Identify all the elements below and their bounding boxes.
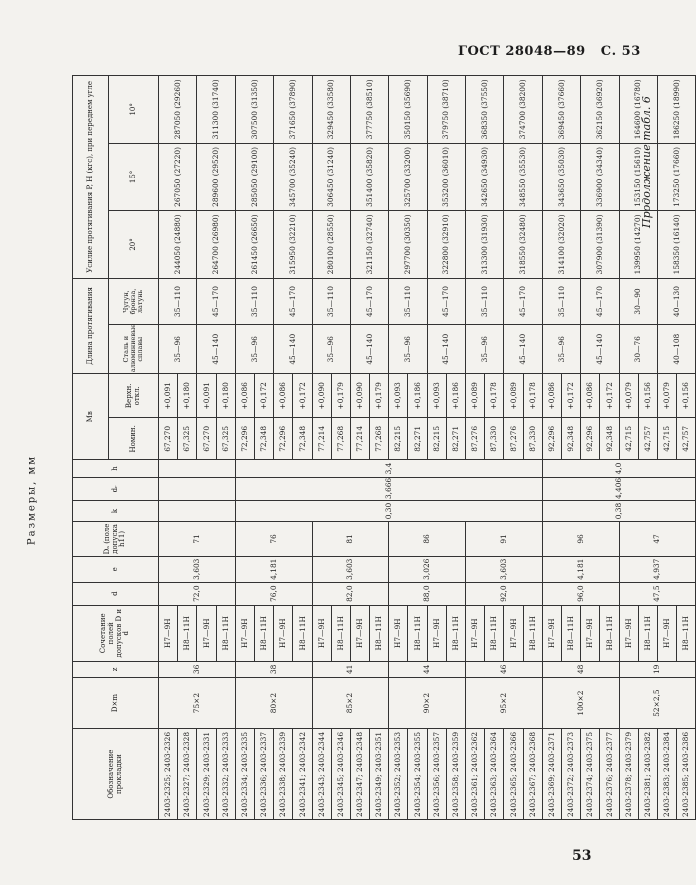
mv-dev-cell: +0,093 (389, 374, 408, 418)
force-20-cell: 318550 (32480) (504, 211, 542, 279)
fit-cell: H8—11H (370, 605, 389, 661)
force-15-cell: 342650 (34930) (466, 143, 504, 211)
d-cell: 82,0 (312, 582, 389, 605)
fit-cell: H8—11H (331, 605, 350, 661)
dr-cell (159, 477, 236, 500)
document-header (458, 44, 641, 59)
designation-cell: 2403-2325; 2403-2326 (159, 729, 178, 820)
length-iron-cell: 35—110 (466, 278, 504, 325)
mv-nom-cell: 87,276 (466, 418, 485, 460)
designation-cell: 2403-2374; 2403-2375 (581, 729, 600, 820)
fit-cell: H8—11H (293, 605, 312, 661)
e-cell: 3,026 (389, 556, 466, 582)
force-15-cell: 345700 (35240) (274, 143, 312, 211)
fit-cell: H8—11H (600, 605, 619, 661)
designation-cell: 2403-2376; 2403-2377 (600, 729, 619, 820)
d-cell: 72,0 (159, 582, 236, 605)
mv-nom-cell: 77,214 (350, 418, 369, 460)
designation-cell: 2403-2378; 2403-2379 (619, 729, 638, 820)
mv-nom-cell: 77,268 (370, 418, 389, 460)
force-20-cell: 321150 (32740) (350, 211, 388, 279)
mv-nom-cell: 67,270 (197, 418, 216, 460)
mv-dev-cell: +0,086 (235, 374, 254, 418)
header-k: k (73, 501, 159, 522)
force-15-cell: 351400 (35820) (350, 143, 388, 211)
mv-nom-cell: 77,214 (312, 418, 331, 460)
d-cell: 76,0 (235, 582, 312, 605)
header-length: Длина протягивания (73, 278, 109, 373)
designation-cell: 2403-2334; 2403-2335 (235, 729, 254, 820)
designation-cell: 2403-2329; 2403-2331 (197, 729, 216, 820)
fit-cell: H8—11H (638, 605, 657, 661)
mv-dev-cell: +0,186 (408, 374, 427, 418)
mv-dev-cell: +0,091 (159, 374, 178, 418)
force-10-cell: 369450 (37660) (542, 76, 580, 144)
header-mv-nom: Номин. (109, 418, 159, 460)
mv-nom-cell: 67,325 (216, 418, 235, 460)
length-iron-cell: 45—170 (274, 278, 312, 325)
length-iron-cell: 45—170 (581, 278, 619, 325)
header-angle-20: 20° (109, 211, 159, 279)
fit-cell: H7—9H (389, 605, 408, 661)
designation-cell: 2403-2369; 2403-2371 (542, 729, 561, 820)
fit-cell: H8—11H (446, 605, 465, 661)
length-steel-cell: 35—96 (159, 325, 197, 374)
mv-nom-cell: 42,715 (657, 418, 676, 460)
header-angle-15: 15° (109, 143, 159, 211)
header-mv: Mв (73, 374, 109, 460)
da-cell: 81 (312, 522, 389, 557)
table-row (542, 76, 561, 820)
k-cell: 0,30 (235, 501, 542, 522)
fit-cell: H8—11H (523, 605, 542, 661)
force-20-cell: 315950 (32210) (274, 211, 312, 279)
force-20-cell: 264700 (26980) (197, 211, 235, 279)
mv-dev-cell: +0,089 (504, 374, 523, 418)
length-steel-cell: 45—140 (274, 325, 312, 374)
da-cell: 47 (619, 522, 696, 557)
force-15-cell: 353200 (36010) (427, 143, 465, 211)
table-row (389, 76, 408, 820)
mv-dev-cell: +0,180 (178, 374, 197, 418)
length-iron-cell: 35—110 (159, 278, 197, 325)
force-15-cell: 348550 (35530) (504, 143, 542, 211)
designation-cell: 2403-2385; 2403-2386 (677, 729, 696, 820)
z-cell: 46 (466, 661, 543, 677)
header-force: Усилие протягивания P, Н (кгс), при переднем угле (73, 76, 109, 279)
designation-cell: 2403-2347; 2403-2348 (350, 729, 369, 820)
mv-nom-cell: 72,348 (293, 418, 312, 460)
mv-nom-cell: 87,330 (485, 418, 504, 460)
length-iron-cell: 45—170 (350, 278, 388, 325)
fit-cell: H7—9H (197, 605, 216, 661)
continuation-label: Продолжение табл. 6 (640, 96, 653, 228)
mv-dev-cell: +0,156 (638, 374, 657, 418)
mv-dev-cell: +0,079 (619, 374, 638, 418)
z-cell: 19 (619, 661, 696, 677)
mv-nom-cell: 82,271 (408, 418, 427, 460)
force-20-cell: 313300 (31930) (466, 211, 504, 279)
mv-nom-cell: 42,715 (619, 418, 638, 460)
header-e: e (73, 556, 159, 582)
header-da: Dₐ (поле допуска h11) (73, 522, 159, 557)
header-z: z (73, 661, 159, 677)
fit-cell: H7—9H (504, 605, 523, 661)
length-steel-cell: 35—96 (312, 325, 350, 374)
table-body (159, 76, 696, 820)
z-cell: 44 (389, 661, 466, 677)
mv-nom-cell: 92,348 (600, 418, 619, 460)
mv-dev-cell: +0,089 (466, 374, 485, 418)
fit-cell: H8—11H (677, 605, 696, 661)
length-iron-cell: 35—110 (235, 278, 273, 325)
mv-nom-cell: 67,270 (159, 418, 178, 460)
force-15-cell: 153150 (15610) (619, 143, 657, 211)
mv-dev-cell: +0,156 (677, 374, 696, 418)
dxm-cell: 85×2 (312, 677, 389, 728)
designation-cell: 2403-2341; 2403-2342 (293, 729, 312, 820)
designation-cell: 2403-2349; 2403-2351 (370, 729, 389, 820)
length-steel-cell: 45—140 (504, 325, 542, 374)
length-iron-cell: 35—110 (542, 278, 580, 325)
header-dr: dᵣ (73, 477, 159, 500)
page-number: 53 (572, 848, 592, 864)
dxm-cell: 52×2,5 (619, 677, 696, 728)
length-iron-cell: 35—110 (389, 278, 427, 325)
designation-cell: 2403-2383; 2403-2384 (657, 729, 676, 820)
dr-cell: 3,666 (235, 477, 542, 500)
dr-cell: 4,406 (542, 477, 696, 500)
k-cell (159, 501, 236, 522)
force-15-cell: 336900 (34340) (581, 143, 619, 211)
force-10-cell: 186250 (18990) (657, 76, 695, 144)
force-20-cell: 280100 (28550) (312, 211, 350, 279)
designation-cell: 2403-2372; 2403-2373 (561, 729, 580, 820)
length-steel-cell: 35—96 (466, 325, 504, 374)
mv-nom-cell: 67,325 (178, 418, 197, 460)
designation-cell: 2403-2345; 2403-2346 (331, 729, 350, 820)
mv-nom-cell: 82,215 (427, 418, 446, 460)
h-cell: 3,4 (235, 460, 542, 477)
force-15-cell: 343650 (35030) (542, 143, 580, 211)
force-20-cell: 314100 (32020) (542, 211, 580, 279)
force-10-cell: 377750 (38510) (350, 76, 388, 144)
force-10-cell: 307500 (31350) (235, 76, 273, 144)
mv-dev-cell: +0,086 (581, 374, 600, 418)
mv-nom-cell: 82,215 (389, 418, 408, 460)
mv-dev-cell: +0,179 (370, 374, 389, 418)
fit-cell: H7—9H (542, 605, 561, 661)
header-mv-dev: Верхн. откл. (109, 374, 159, 418)
table-row (312, 76, 331, 820)
mv-dev-cell: +0,079 (657, 374, 676, 418)
force-10-cell: 371650 (37890) (274, 76, 312, 144)
mv-nom-cell: 72,348 (254, 418, 273, 460)
force-20-cell: 244050 (24880) (159, 211, 197, 279)
fit-cell: H7—9H (427, 605, 446, 661)
h-cell (159, 460, 236, 477)
da-cell: 76 (235, 522, 312, 557)
e-cell: 4,181 (235, 556, 312, 582)
mv-dev-cell: +0,093 (427, 374, 446, 418)
section-title-wrap (24, 440, 40, 560)
fit-cell: H7—9H (581, 605, 600, 661)
fit-cell: H8—11H (178, 605, 197, 661)
force-15-cell: 285050 (29100) (235, 143, 273, 211)
k-cell: 0,38 (542, 501, 696, 522)
mv-nom-cell: 42,757 (638, 418, 657, 460)
force-10-cell: 374700 (38200) (504, 76, 542, 144)
fit-cell: H8—11H (254, 605, 273, 661)
length-steel-cell: 35—96 (389, 325, 427, 374)
e-cell: 4,937 (619, 556, 696, 582)
length-iron-cell: 30—90 (619, 278, 657, 325)
mv-nom-cell: 92,296 (581, 418, 600, 460)
mv-nom-cell: 87,330 (523, 418, 542, 460)
fit-cell: H7—9H (312, 605, 331, 661)
force-10-cell: 164600 (16780) (619, 76, 657, 144)
designation-cell: 2403-2381; 2403-2382 (638, 729, 657, 820)
da-cell: 86 (389, 522, 466, 557)
fit-cell: H8—11H (216, 605, 235, 661)
table-row (619, 76, 638, 820)
fit-cell: H8—11H (561, 605, 580, 661)
page-ref: С. 53 (600, 44, 641, 59)
force-10-cell: 379750 (38710) (427, 76, 465, 144)
length-steel-cell: 45—140 (581, 325, 619, 374)
mv-dev-cell: +0,186 (446, 374, 465, 418)
spec-table (72, 75, 696, 820)
h-cell: 4,0 (542, 460, 696, 477)
fit-cell: H7—9H (235, 605, 254, 661)
header-length-iron: Чугун, бронза, латунь (109, 278, 159, 325)
length-steel-cell: 40—108 (657, 325, 695, 374)
mv-nom-cell: 72,296 (235, 418, 254, 460)
length-steel-cell: 45—140 (427, 325, 465, 374)
force-10-cell: 311300 (31740) (197, 76, 235, 144)
force-15-cell: 289600 (29520) (197, 143, 235, 211)
mv-dev-cell: +0,178 (523, 374, 542, 418)
header-dxm: D×m (73, 677, 159, 728)
mv-dev-cell: +0,180 (216, 374, 235, 418)
designation-cell: 2403-2332; 2403-2333 (216, 729, 235, 820)
mv-dev-cell: +0,179 (331, 374, 350, 418)
force-20-cell: 322800 (32910) (427, 211, 465, 279)
mv-dev-cell: +0,172 (293, 374, 312, 418)
mv-dev-cell: +0,172 (561, 374, 580, 418)
d-cell: 88,0 (389, 582, 466, 605)
mv-dev-cell: +0,086 (542, 374, 561, 418)
length-steel-cell: 35—96 (235, 325, 273, 374)
force-20-cell: 261450 (26650) (235, 211, 273, 279)
table-row (466, 76, 485, 820)
force-10-cell: 362150 (36920) (581, 76, 619, 144)
dxm-cell: 80×2 (235, 677, 312, 728)
fit-cell: H7—9H (159, 605, 178, 661)
designation-cell: 2403-2352; 2403-2353 (389, 729, 408, 820)
fit-cell: H8—11H (408, 605, 427, 661)
force-15-cell: 325700 (33200) (389, 143, 427, 211)
table-row (159, 76, 178, 820)
d-cell: 92,0 (466, 582, 543, 605)
mv-nom-cell: 77,268 (331, 418, 350, 460)
mv-nom-cell: 92,296 (542, 418, 561, 460)
designation-cell: 2403-2354; 2403-2355 (408, 729, 427, 820)
mv-nom-cell: 87,276 (504, 418, 523, 460)
mv-nom-cell: 42,757 (677, 418, 696, 460)
z-cell: 38 (235, 661, 312, 677)
force-10-cell: 368350 (37550) (466, 76, 504, 144)
force-10-cell: 287050 (29260) (159, 76, 197, 144)
header-d: d (73, 582, 159, 605)
header-h: h (73, 460, 159, 477)
header-fit: Сочетание полей допусков D и d (73, 605, 159, 661)
mv-dev-cell: +0,172 (254, 374, 273, 418)
designation-cell: 2403-2365; 2403-2366 (504, 729, 523, 820)
designation-cell: 2403-2327; 2403-2328 (178, 729, 197, 820)
mv-dev-cell: +0,090 (312, 374, 331, 418)
mv-dev-cell: +0,172 (600, 374, 619, 418)
fit-cell: H7—9H (274, 605, 293, 661)
e-cell: 3,603 (312, 556, 389, 582)
standard-code: ГОСТ 28048—89 (458, 44, 586, 59)
fit-cell: H7—9H (466, 605, 485, 661)
d-cell: 47,5 (619, 582, 696, 605)
length-steel-cell: 45—140 (350, 325, 388, 374)
z-cell: 48 (542, 661, 619, 677)
header-angle-10: 10° (109, 76, 159, 144)
da-cell: 71 (159, 522, 236, 557)
designation-cell: 2403-2367; 2403-2368 (523, 729, 542, 820)
fit-cell: H7—9H (657, 605, 676, 661)
dxm-cell: 100×2 (542, 677, 619, 728)
da-cell: 96 (542, 522, 619, 557)
designation-cell: 2403-2361; 2403-2362 (466, 729, 485, 820)
table-row (235, 76, 254, 820)
length-iron-cell: 40—130 (657, 278, 695, 325)
length-iron-cell: 45—170 (504, 278, 542, 325)
section-title: Размеры, мм (26, 454, 38, 546)
force-20-cell: 139950 (14270) (619, 211, 657, 279)
force-15-cell: 173250 (17660) (657, 143, 695, 211)
length-iron-cell: 35—110 (312, 278, 350, 325)
force-10-cell: 350150 (35690) (389, 76, 427, 144)
length-steel-cell: 30—76 (619, 325, 657, 374)
designation-cell: 2403-2343; 2403-2344 (312, 729, 331, 820)
dxm-cell: 75×2 (159, 677, 236, 728)
designation-cell: 2403-2336; 2403-2337 (254, 729, 273, 820)
mv-dev-cell: +0,090 (350, 374, 369, 418)
e-cell: 4,181 (542, 556, 619, 582)
designation-cell: 2403-2338; 2403-2339 (274, 729, 293, 820)
mv-dev-cell: +0,178 (485, 374, 504, 418)
mv-dev-cell: +0,091 (197, 374, 216, 418)
fit-cell: H7—9H (619, 605, 638, 661)
dxm-cell: 95×2 (466, 677, 543, 728)
z-cell: 41 (312, 661, 389, 677)
e-cell: 3,603 (466, 556, 543, 582)
length-iron-cell: 45—170 (197, 278, 235, 325)
e-cell: 3,603 (159, 556, 236, 582)
force-20-cell: 297700 (30350) (389, 211, 427, 279)
mv-dev-cell: +0,086 (274, 374, 293, 418)
length-steel-cell: 45—140 (197, 325, 235, 374)
designation-cell: 2403-2358; 2403-2359 (446, 729, 465, 820)
length-steel-cell: 35—96 (542, 325, 580, 374)
header-length-steel: Сталь и алюминиевые сплавы (109, 325, 159, 374)
force-15-cell: 306450 (31240) (312, 143, 350, 211)
force-10-cell: 329450 (33580) (312, 76, 350, 144)
mv-nom-cell: 82,271 (446, 418, 465, 460)
dxm-cell: 90×2 (389, 677, 466, 728)
designation-cell: 2403-2356; 2403-2357 (427, 729, 446, 820)
mv-nom-cell: 72,296 (274, 418, 293, 460)
designation-cell: 2403-2363; 2403-2364 (485, 729, 504, 820)
force-20-cell: 158350 (16140) (657, 211, 695, 279)
fit-cell: H7—9H (350, 605, 369, 661)
da-cell: 91 (466, 522, 543, 557)
force-15-cell: 267050 (27220) (159, 143, 197, 211)
d-cell: 96,0 (542, 582, 619, 605)
mv-nom-cell: 92,348 (561, 418, 580, 460)
force-20-cell: 307900 (31390) (581, 211, 619, 279)
header-designation: Обозначение прокладки (73, 729, 159, 820)
length-iron-cell: 45—170 (427, 278, 465, 325)
z-cell: 36 (159, 661, 236, 677)
fit-cell: H8—11H (485, 605, 504, 661)
